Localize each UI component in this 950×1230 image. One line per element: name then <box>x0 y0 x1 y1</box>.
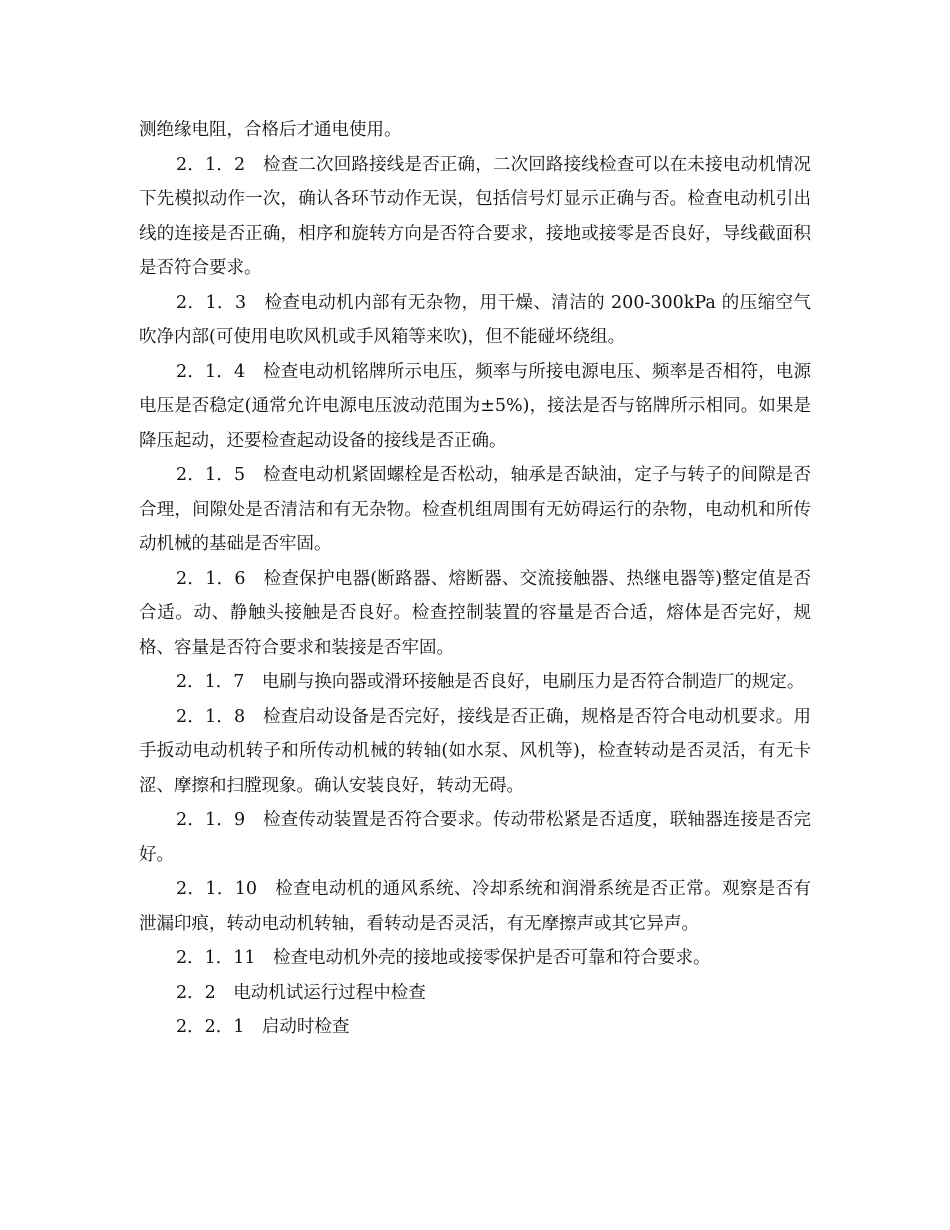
paragraph-2-1-8: 2．1．8 检查启动设备是否完好，接线是否正确，规格是否符合电动机要求。用手扳动电动机转子和所传动机械的转轴(如水泵、风机等)，检查转动是否灵活，有无卡涩、摩擦和扫膛现象。确认安装良好，转动无碍。 <box>139 706 811 796</box>
paragraph-continuation: 测绝缘电阻，合格后才通电使用。 <box>139 120 402 140</box>
paragraph-2-1-10: 2．1．10 检查电动机的通风系统、冷却系统和润滑系统是否正常。观察是否有泄漏印痕，转动电动机转轴，看转动是否灵活，有无摩擦声或其它异声。 <box>139 879 811 934</box>
section-heading-2-2: 2．2 电动机试运行过程中检查 <box>176 982 426 1003</box>
document-page <box>139 113 811 1045</box>
paragraph-2-1-11: 2．1．11 检查电动机外壳的接地或接零保护是否可靠和符合要求。 <box>176 948 711 968</box>
paragraph-2-1-9: 2．1．9 检查传动装置是否符合要求。传动带松紧是否适度，联轴器连接是否完好。 <box>139 810 811 865</box>
paragraph-2-1-7: 2．1．7 电刷与换向器或滑环接触是否良好，电刷压力是否符合制造厂的规定。 <box>176 672 805 692</box>
paragraph-2-1-5: 2．1．5 检查电动机紧固螺栓是否松动，轴承是否缺油，定子与转子的间隙是否合理，间隙处是否清洁和有无杂物。检查机组周围有无妨碍运行的杂物，电动机和所传动机械的基础是否牢固。 <box>139 465 811 554</box>
paragraph-2-1-6: 2．1．6 检查保护电器(断路器、熔断器、交流接触器、热继电器等)整定值是否合适。动、静触头接触是否良好。检查控制装置的容量是否合适，熔体是否完好，规格、容量是否符合要求和装接是否牢固。 <box>139 568 811 658</box>
paragraph-2-1-3: 2．1．3 检查电动机内部有无杂物，用干燥、清洁的 200-300kPa 的压缩空气吹净内部(可使用电吹风机或手风箱等来吹)，但不能碰坏绕组。 <box>139 292 811 347</box>
paragraph-2-1-2: 2．1．2 检查二次回路接线是否正确，二次回路接线检查可以在未接电动机情况下先模拟动作一次，确认各环节动作无误，包括信号灯显示正确与否。检查电动机引出线的连接是否正确，相序和旋转方向是否符合要求，接地或接零是否良好，导线截面积是否符合要求。 <box>139 154 811 278</box>
subsection-heading-2-2-1: 2．2．1 启动时检查 <box>176 1017 350 1037</box>
paragraph-2-1-4: 2．1．4 检查电动机铭牌所示电压，频率与所接电源电压、频率是否相符，电源电压是否稳定(通常允许电源电压波动范围为±5%)，接法是否与铭牌所示相同。如果是降压起动，还要检查起动设备的接线是否正确。 <box>139 361 811 451</box>
